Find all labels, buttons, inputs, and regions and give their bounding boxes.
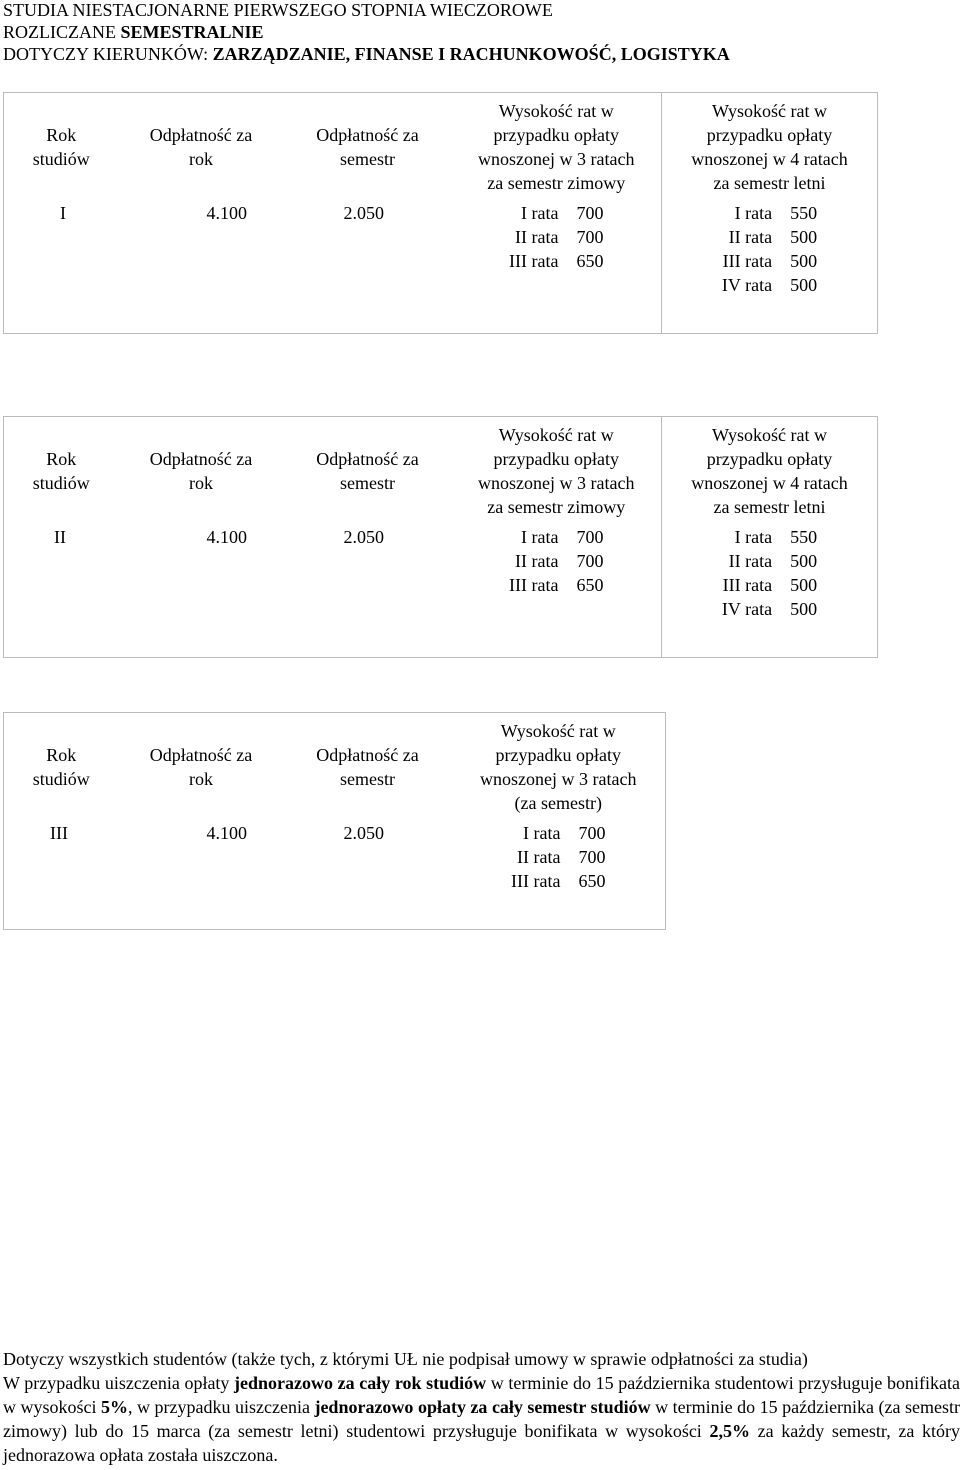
header-line-3: [3, 44, 730, 64]
col-inst3-header: Wysokość rat w przypadku opłaty wnoszonej w 3 ratach za semestr zimowy: [452, 93, 662, 202]
col-year-header: Rok studiów: [4, 417, 119, 526]
payment-note: [3, 1347, 960, 1467]
fee-table-year-1: [3, 92, 878, 334]
fee-semester-cell: 2.050: [284, 821, 452, 929]
note-text: w terminie do 15 października studentowi przysługuje bonifikata w wysokości: [3, 1373, 960, 1417]
col-fee-semester-header: Odpłatność za semestr: [284, 417, 452, 526]
col-year-header: Rok studiów: [4, 93, 119, 202]
fee-table-year-2: [3, 416, 878, 658]
fee-year-cell: 4.100: [119, 821, 284, 929]
note-line-1: Dotyczy wszystkich studentów (także tych, z którymi UŁ nie podpisał umowy w sprawie odpłatności za studia): [3, 1349, 808, 1369]
year-cell: III: [4, 821, 119, 929]
note-bold: 5%: [101, 1397, 129, 1417]
header-line-1: [3, 0, 553, 20]
header-line-2-bold: SEMESTRALNIE: [120, 22, 264, 42]
inst3-cell: I rata 700 II rata 700 III rata 650: [452, 821, 666, 929]
fee-table-year-3: [3, 712, 666, 930]
col-year-header: Rok studiów: [4, 713, 119, 822]
col-fee-year-header: Odpłatność za rok: [119, 713, 284, 822]
header-line-2-text: ROZLICZANE: [3, 22, 121, 42]
col-inst3-header: Wysokość rat w przypadku opłaty wnoszonej w 3 ratach za semestr zimowy: [452, 417, 662, 526]
note-bold: jednorazowo opłaty za cały semestr studiów: [314, 1397, 651, 1417]
note-text: W przypadku uiszczenia opłaty: [3, 1373, 235, 1393]
fee-year-cell: 4.100: [119, 525, 284, 657]
note-text: , w przypadku uiszczenia: [128, 1397, 315, 1417]
inst4-cell: I rata 550 II rata 500 III rata 500 IV rata 500: [662, 201, 878, 333]
table-header-row: [4, 417, 878, 526]
col-inst3-header: Wysokość rat w przypadku opłaty wnoszonej w 3 ratach (za semestr): [452, 713, 666, 822]
table-header-row: [4, 713, 666, 822]
inst3-cell: I rata 700 II rata 700 III rata 650: [452, 201, 662, 333]
year-cell: II: [4, 525, 119, 657]
table-row: [4, 525, 878, 657]
header-title: STUDIA NIESTACJONARNE PIERWSZEGO STOPNIA WIECZOROWE: [3, 0, 553, 20]
table-header-row: [4, 93, 878, 202]
col-fee-semester-header: Odpłatność za semestr: [284, 713, 452, 822]
header-line-2: [3, 22, 264, 42]
col-fee-year-header: Odpłatność za rok: [119, 417, 284, 526]
inst4-cell: I rata 550 II rata 500 III rata 500 IV rata 500: [662, 525, 878, 657]
table-row: [4, 201, 878, 333]
fee-semester-cell: 2.050: [284, 201, 452, 333]
col-inst4-header: Wysokość rat w przypadku opłaty wnoszonej w 4 ratach za semestr letni: [662, 417, 878, 526]
header-line-3-bold: ZARZĄDZANIE, FINANSE I RACHUNKOWOŚĆ, LOGISTYKA: [212, 44, 730, 64]
note-bold: 2,5%: [709, 1421, 750, 1441]
note-text: za każdy semestr, za który jednorazowa opłata została uiszczona.: [3, 1421, 960, 1465]
col-fee-year-header: Odpłatność za rok: [119, 93, 284, 202]
note-paragraph: [3, 1371, 960, 1467]
col-inst4-header: Wysokość rat w przypadku opłaty wnoszonej w 4 ratach za semestr letni: [662, 93, 878, 202]
inst3-cell: I rata 700 II rata 700 III rata 650: [452, 525, 662, 657]
fee-year-cell: 4.100: [119, 201, 284, 333]
note-text: w terminie do 15 października (za semestr zimowy) lub do 15 marca (za semestr letni) studentowi przysługuje bonifikata w wysokości: [3, 1397, 960, 1441]
table-row: [4, 821, 666, 929]
fee-semester-cell: 2.050: [284, 525, 452, 657]
header-line-3-text: DOTYCZY KIERUNKÓW:: [3, 44, 213, 64]
note-bold: jednorazowo za cały rok studiów: [234, 1373, 487, 1393]
col-fee-semester-header: Odpłatność za semestr: [284, 93, 452, 202]
year-cell: I: [4, 201, 119, 333]
